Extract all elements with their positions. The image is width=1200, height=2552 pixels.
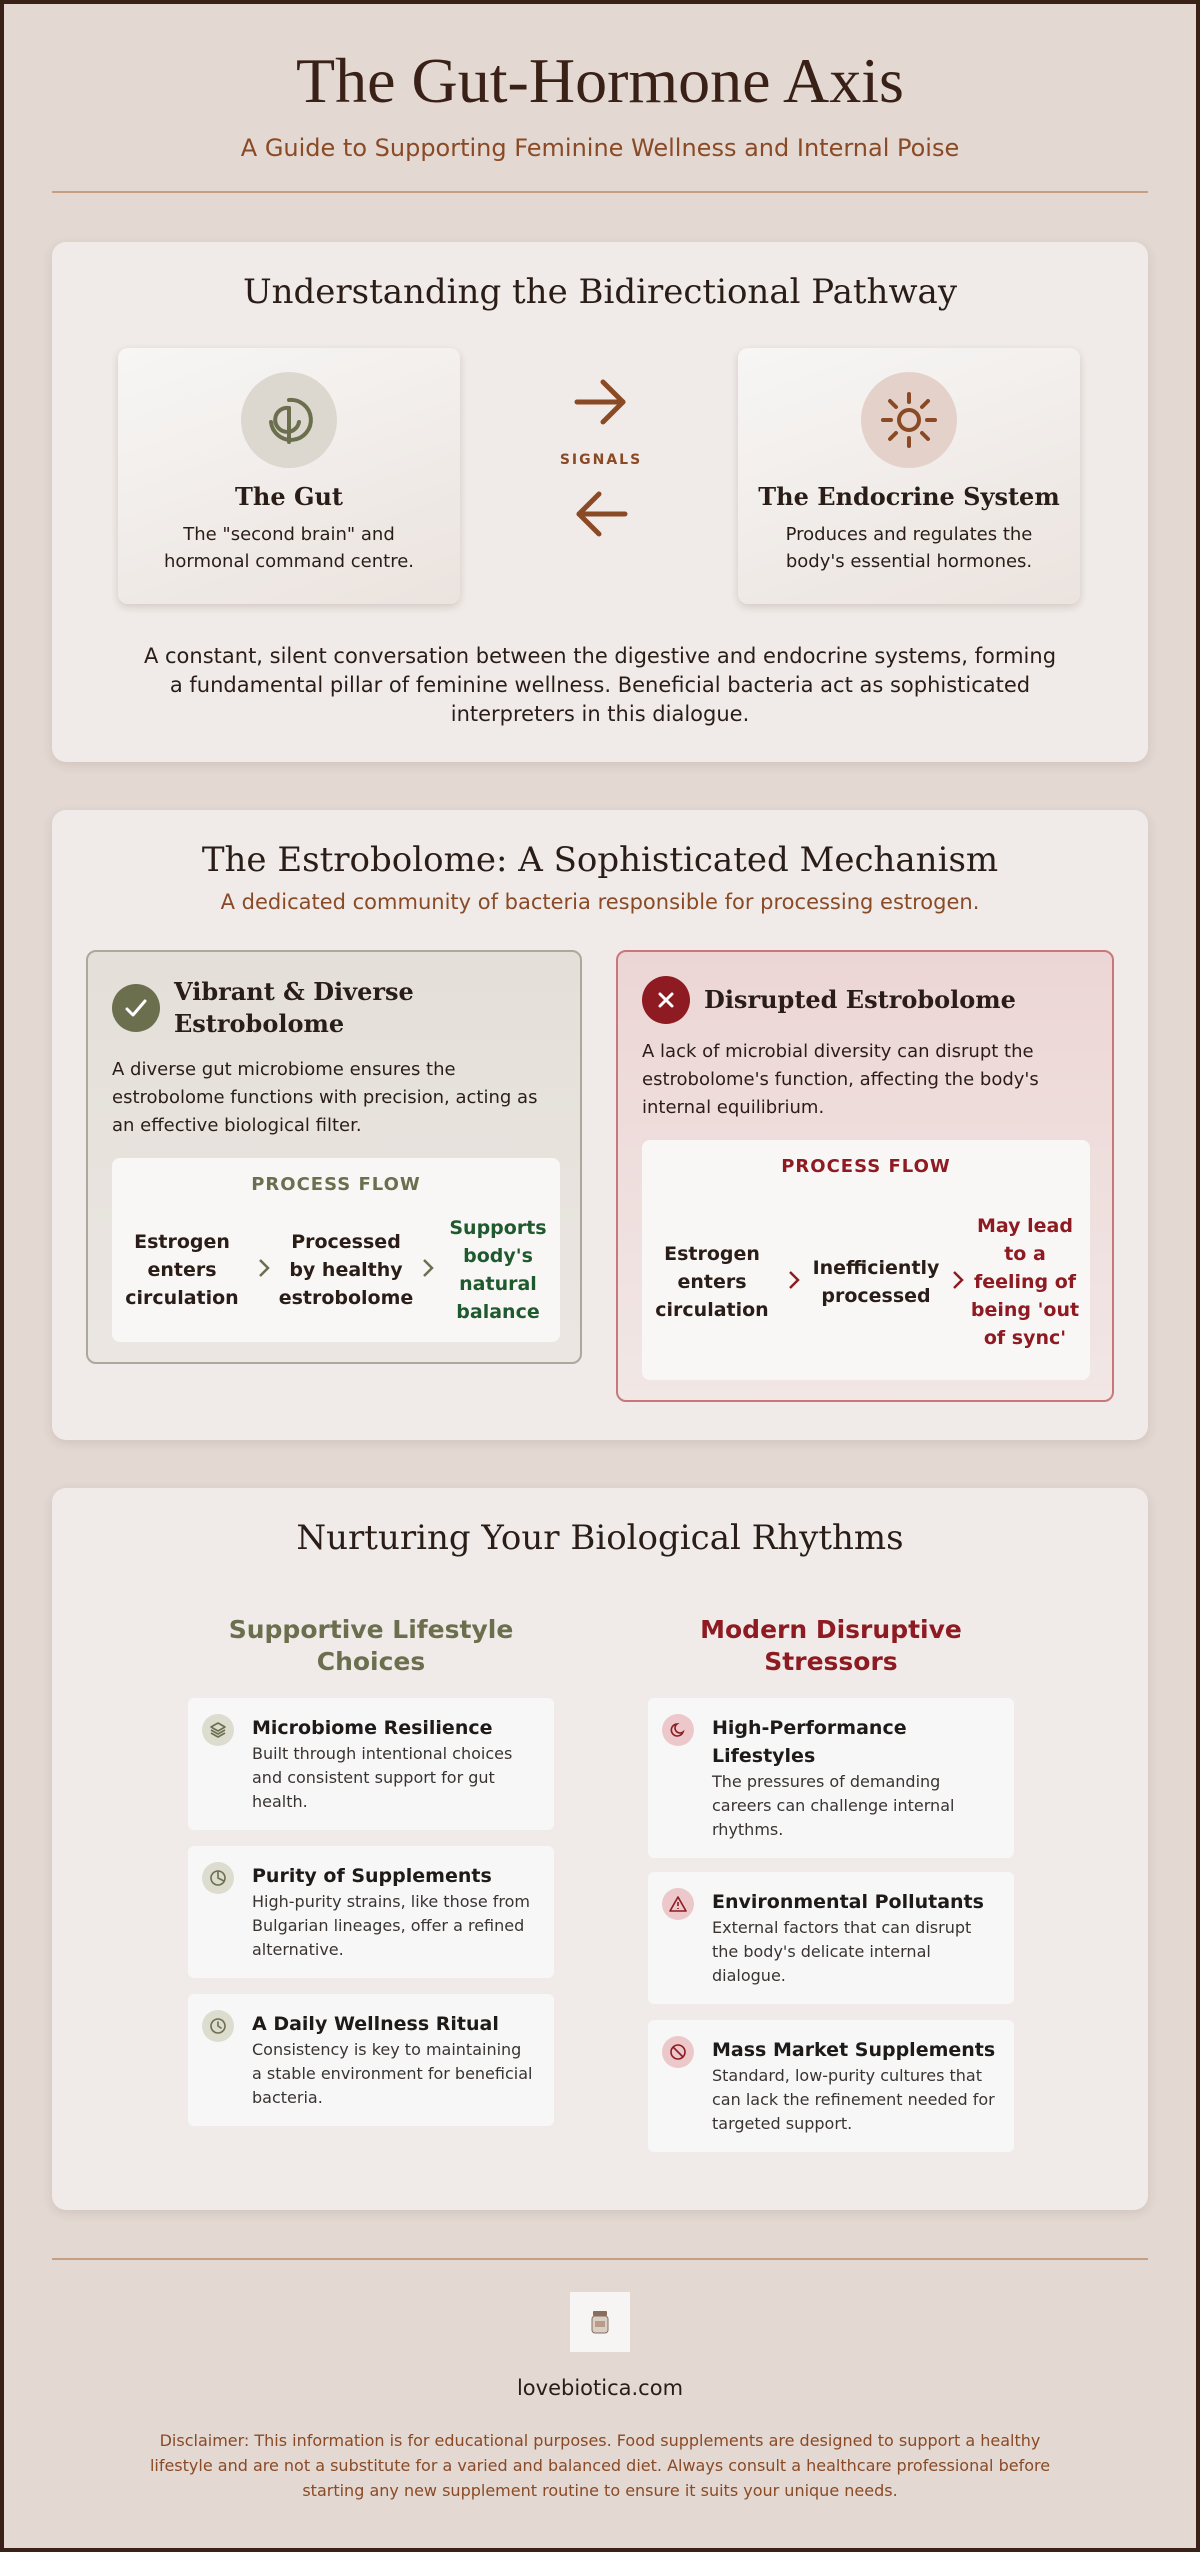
supportive-item-description: High-purity strains, like those from Bulgarian lineages, offer a refined alternative. bbox=[252, 1892, 530, 1959]
disruptive-title: Modern Disruptive Stressors bbox=[700, 1615, 962, 1676]
healthy-step-3: Supports body's natural balance bbox=[449, 1217, 547, 1323]
healthy-description: A diverse gut microbiome ensures the estrobolome functions with precision, acting as an effective biological filter. bbox=[112, 1059, 538, 1136]
disruptive-item bbox=[648, 1698, 1014, 1858]
healthy-flow-label: PROCESS FLOW bbox=[251, 1174, 421, 1195]
supportive-item-description: Built through intentional choices and consistent support for gut health. bbox=[252, 1744, 513, 1811]
gut-description: The "second brain" and hormonal command centre. bbox=[163, 524, 414, 572]
layers-icon bbox=[202, 1714, 234, 1746]
chevron-right-icon bbox=[252, 1257, 276, 1283]
prohibited-icon bbox=[662, 2036, 694, 2068]
signals-label: SIGNALS bbox=[559, 452, 643, 468]
disrupted-title: Disrupted Estrobolome bbox=[704, 985, 1016, 1014]
arrow-left-icon bbox=[542, 484, 660, 548]
healthy-step-1: Estrogen enters circulation bbox=[125, 1231, 239, 1309]
footer-divider bbox=[52, 2258, 1148, 2260]
page-header bbox=[52, 40, 1148, 162]
estrobolome-subtitle: A dedicated community of bacteria responsible for processing estrogen. bbox=[220, 890, 980, 914]
supportive-item bbox=[188, 1698, 554, 1830]
supportive-item-title: Microbiome Resilience bbox=[252, 1717, 493, 1739]
healthy-process-flow bbox=[112, 1158, 560, 1342]
signals-arrows bbox=[542, 372, 660, 548]
checkmark-icon bbox=[112, 984, 160, 1032]
disclaimer: Disclaimer: This information is for educational purposes. Food supplements are designed to support a healthy lifestyle and are not a substitute for a varied and balanced diet. Always consult a healthcare professional before starting any new supplement routine to ensure it suits your unique needs. bbox=[149, 2431, 1051, 2500]
header-divider bbox=[52, 191, 1148, 193]
rhythms-title: Nurturing Your Biological Rhythms bbox=[296, 1518, 904, 1558]
supportive-item bbox=[188, 1994, 554, 2126]
disruptive-item-title: Mass Market Supplements bbox=[712, 2039, 996, 2061]
disrupted-step-1: Estrogen enters circulation bbox=[655, 1243, 769, 1321]
x-icon bbox=[642, 976, 690, 1024]
chevron-right-icon bbox=[416, 1257, 440, 1283]
disruptive-item-description: Standard, low-purity cultures that can lack the refinement needed for targeted support. bbox=[712, 2066, 995, 2133]
clock-icon bbox=[202, 2010, 234, 2042]
gut-title: The Gut bbox=[235, 482, 343, 511]
site-url: lovebiotica.com bbox=[516, 2376, 684, 2400]
disruptive-item-description: External factors that can disrupt the body's delicate internal dialogue. bbox=[712, 1918, 972, 1985]
supportive-item bbox=[188, 1846, 554, 1978]
rhythms-panel bbox=[52, 1488, 1148, 2210]
estrobolome-title: The Estrobolome: A Sophisticated Mechanism bbox=[201, 840, 999, 880]
pathway-description: A constant, silent conversation between the digestive and endocrine systems, forming a fundamental pillar of feminine wellness. Beneficial bacteria act as sophisticated interpreters in this dialogue. bbox=[143, 644, 1057, 726]
gut-spiral-icon bbox=[241, 372, 337, 468]
pathway-title: Understanding the Bidirectional Pathway bbox=[242, 272, 958, 312]
supportive-item-description: Consistency is key to maintaining a stable environment for beneficial bacteria. bbox=[252, 2040, 533, 2107]
sun-icon bbox=[861, 372, 957, 468]
estrobolome-panel bbox=[52, 810, 1148, 1440]
disrupted-step-3: May lead to a feeling of being 'out of sync' bbox=[970, 1215, 1080, 1349]
supportive-item-title: Purity of Supplements bbox=[252, 1865, 492, 1887]
endocrine-title: The Endocrine System bbox=[758, 482, 1060, 511]
disrupted-flow-label: PROCESS FLOW bbox=[781, 1156, 951, 1177]
disrupted-process-flow bbox=[642, 1140, 1090, 1380]
arrow-right-icon bbox=[542, 372, 660, 436]
disruptive-item bbox=[648, 1872, 1014, 2004]
disruptive-item-title: Environmental Pollutants bbox=[712, 1891, 984, 1913]
chevron-right-icon bbox=[782, 1269, 806, 1295]
supplement-jar-icon bbox=[570, 2292, 630, 2352]
healthy-title: Vibrant & Diverse Estrobolome bbox=[174, 977, 414, 1038]
disrupted-step-2: Inefficiently processed bbox=[812, 1257, 940, 1307]
supportive-item-title: A Daily Wellness Ritual bbox=[252, 2013, 499, 2035]
healthy-estrobolome-card bbox=[86, 950, 582, 1364]
page-subtitle: A Guide to Supporting Feminine Wellness and Internal Poise bbox=[240, 134, 960, 162]
disruptive-item bbox=[648, 2020, 1014, 2152]
disrupted-description: A lack of microbial diversity can disrupt the estrobolome's function, affecting the body's internal equilibrium. bbox=[642, 1041, 1039, 1118]
moon-icon bbox=[662, 1714, 694, 1746]
disruptive-item-description: The pressures of demanding careers can challenge internal rhythms. bbox=[712, 1772, 955, 1839]
pathway-panel bbox=[52, 242, 1148, 762]
pie-chart-icon bbox=[202, 1862, 234, 1894]
healthy-step-2: Processed by healthy estrobolome bbox=[278, 1231, 414, 1309]
disrupted-estrobolome-card bbox=[616, 950, 1114, 1402]
supportive-title: Supportive Lifestyle Choices bbox=[228, 1615, 514, 1676]
chevron-right-icon bbox=[946, 1269, 970, 1295]
endocrine-card bbox=[738, 348, 1080, 604]
endocrine-description: Produces and regulates the body's essential hormones. bbox=[785, 524, 1033, 572]
warning-icon bbox=[662, 1888, 694, 1920]
disruptive-item-title: High-Performance Lifestyles bbox=[712, 1717, 907, 1767]
gut-card bbox=[118, 348, 460, 604]
page-title: The Gut-Hormone Axis bbox=[296, 45, 904, 116]
